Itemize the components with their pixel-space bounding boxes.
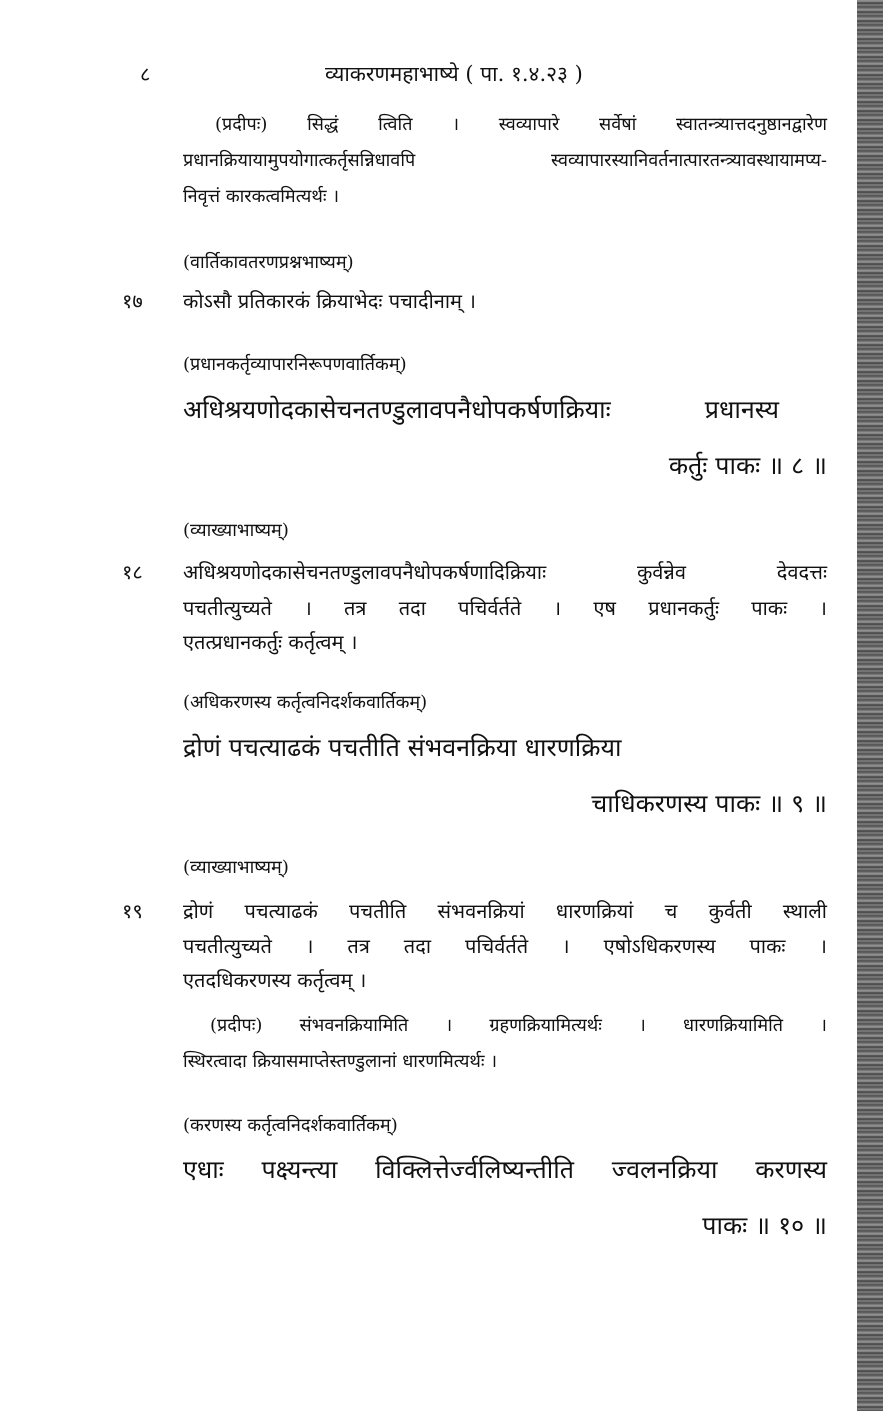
pradipa-1-line-1: (प्रदीपः) सिद्धं त्विति । स्वव्यापारे सर्वेषां स्वातन्त्र्यात्तदनुष्ठानद्वारेण <box>215 114 827 135</box>
section-heading: (करणस्य कर्तृत्वनिदर्शकवार्तिकम्) <box>183 1115 398 1136</box>
section-heading: (अधिकरणस्य कर्तृत्वनिदर्शकवार्तिकम्) <box>183 692 428 713</box>
paragraph-19-line-3: एतदधिकरणस्य कर्तृत्वम् । <box>183 968 367 992</box>
page-edge-shadow <box>857 0 883 1411</box>
pradipa-2-line-2: स्थिरत्वादा क्रियासमाप्तेस्तण्डुलानां धारणमित्यर्थः । <box>183 1051 498 1072</box>
section-heading: (वार्तिकावतरणप्रश्नभाष्यम्) <box>183 252 354 273</box>
running-header: व्याकरणमहाभाष्ये ( पा. १.४.२३ ) <box>325 62 583 86</box>
pradipa-2-line-1: (प्रदीपः) संभवनक्रियामिति । ग्रहणक्रियामित्यर्थः । धारणक्रियामिति । <box>210 1015 827 1036</box>
vartika-10-line-1: एधाः पक्ष्यन्त्या विक्लित्तेर्ज्वलिष्यन्तीति ज्वलनक्रिया करणस्य <box>183 1155 827 1184</box>
vartika-10-line-2: पाकः ॥ १० ॥ <box>702 1211 827 1240</box>
pradipa-1-line-2: प्रधानक्रियायामुपयोगात्कर्तृसन्निधावपि स्वव्यापारस्यानिवर्तनात्पारतन्त्र्यावस्थायामप्य- <box>183 150 827 171</box>
vartika-9-line-2: चाधिकरणस्य पाकः ॥ ९ ॥ <box>591 789 827 818</box>
section-heading: (व्याख्याभाष्यम्) <box>183 520 289 541</box>
paragraph-18-line-3: एतत्प्रधानकर्तुः कर्तृत्वम् । <box>183 630 358 654</box>
paragraph-number-19: १९ <box>122 899 143 923</box>
pradipa-1-line-3: निवृत्तं कारकत्वमित्यर्थः । <box>183 186 340 207</box>
paragraph-number-17: १७ <box>122 289 143 313</box>
paragraph-19-line-2: पचतीत्युच्यते । तत्र तदा पचिर्वर्तते । एषोऽधिकरणस्य पाकः । <box>183 934 827 958</box>
paragraph-19-line-1: द्रोणं पचत्याढकं पचतीति संभवनक्रियां धारणक्रियां च कुर्वती स्थाली <box>183 899 827 923</box>
section-heading: (प्रधानकर्तृव्यापारनिरूपणवार्तिकम्) <box>183 354 407 375</box>
page-number: ८ <box>140 62 151 86</box>
vartika-8-line-1: अधिश्रयणोदकासेचनतण्डुलावपनैधोपकर्षणक्रियाः प्रधानस्य <box>183 395 779 424</box>
paragraph-17-text: कोऽसौ प्रतिकारकं क्रियाभेदः पचादीनाम् । <box>183 289 476 313</box>
vartika-8-line-2: कर्तुः पाकः ॥ ८ ॥ <box>668 451 827 480</box>
paragraph-number-18: १८ <box>122 560 143 584</box>
section-heading: (व्याख्याभाष्यम्) <box>183 857 289 878</box>
paragraph-18-line-1: अधिश्रयणोदकासेचनतण्डुलावपनैधोपकर्षणादिक्रियाः कुर्वन्नेव देवदत्तः <box>183 560 827 584</box>
vartika-9-line-1: द्रोणं पचत्याढकं पचतीति संभवनक्रिया धारणक्रिया <box>183 733 622 762</box>
paragraph-18-line-2: पचतीत्युच्यते । तत्र तदा पचिर्वर्तते । एष प्रधानकर्तुः पाकः । <box>183 596 827 620</box>
